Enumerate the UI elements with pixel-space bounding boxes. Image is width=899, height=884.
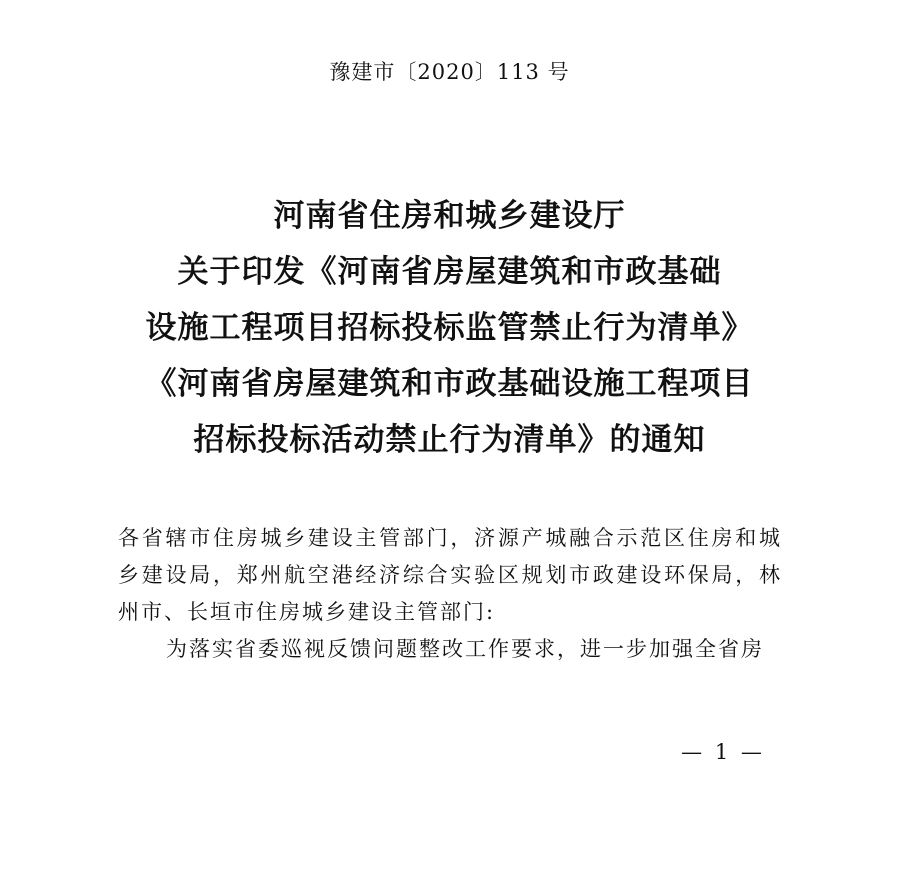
title-line: 招标投标活动禁止行为清单》的通知 [193,422,706,458]
document-body [118,520,782,668]
addressee-paragraph: 各省辖市住房城乡建设主管部门，济源产城融合示范区住房和城乡建设局，郑州航空港经济综合实验区规划市政建设环保局，林州市、长垣市住房城乡建设主管部门: [118,526,782,624]
title-line: 《河南省房屋建筑和市政基础设施工程项目 [145,366,754,402]
page-number: — 1 — [681,740,765,764]
title-line: 设施工程项目招标投标监管禁止行为清单》 [145,310,754,346]
body-paragraph: 为落实省委巡视反馈问题整改工作要求，进一步加强全省房 [166,637,764,661]
title-line: 河南省住房和城乡建设厅 [273,198,626,234]
title-line: 关于印发《河南省房屋建筑和市政基础 [177,254,722,290]
document-title [0,188,899,468]
document-number: 豫建市〔2020〕113 号 [329,60,570,84]
